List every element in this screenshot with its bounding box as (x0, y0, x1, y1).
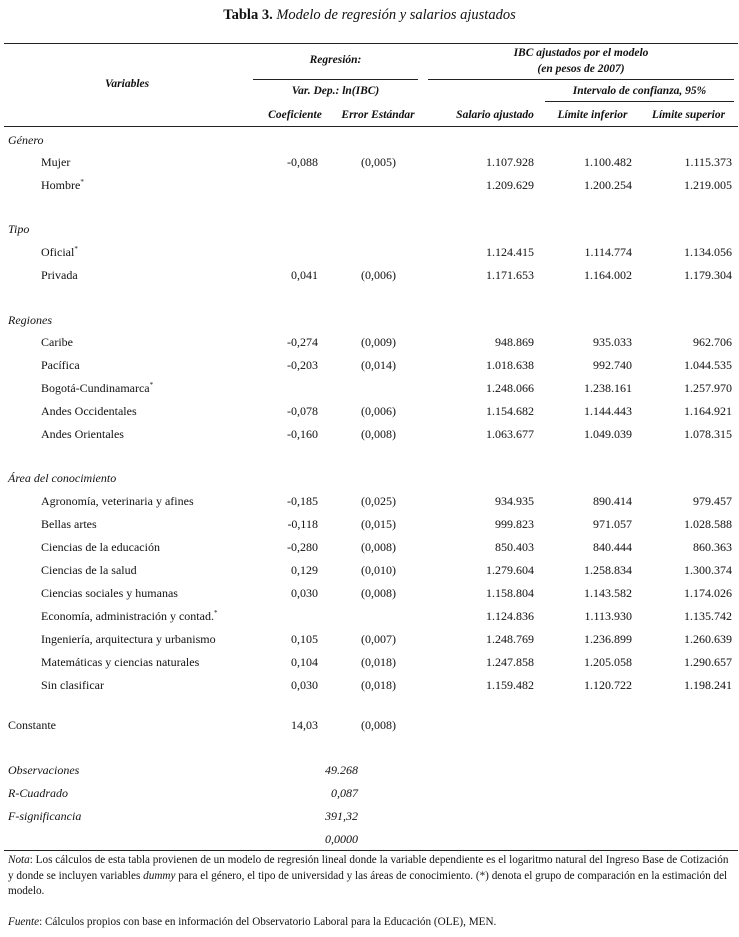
cell-coef: -0,203 (287, 358, 318, 372)
cell-sup: 1.290.657 (684, 655, 732, 669)
cell-sal: 1.279.604 (486, 563, 534, 577)
cell-sal: 1.124.415 (486, 245, 534, 259)
row-label-text: Ciencias sociales y humanas (41, 586, 178, 600)
header-error: Error Estándar (341, 109, 415, 121)
cell-sup: 1.164.921 (684, 404, 732, 418)
cell-sup: 1.044.535 (684, 358, 732, 372)
header-regresion: Regresión: (309, 54, 362, 66)
cell-inf: 935.033 (593, 335, 632, 349)
note (8, 853, 734, 900)
row-label-text: Caribe (41, 335, 73, 349)
stat-value: 0,0000 (325, 832, 358, 846)
note-label: Nota (8, 854, 30, 866)
row-label-text: Hombre (41, 178, 81, 192)
row-label-text: Economía, administración y contad. (41, 609, 214, 623)
row-label-text: Andes Occidentales (41, 404, 137, 418)
cell-coef: 0,030 (291, 586, 318, 600)
row-label-text: Andes Orientales (41, 427, 124, 441)
stat-label: Observaciones (8, 763, 80, 777)
fuente-label: Fuente (8, 916, 40, 928)
comparison-marker: * (213, 609, 218, 617)
row-label (41, 540, 160, 555)
regresion-rule (253, 79, 418, 80)
row-label (41, 245, 78, 260)
fuente (8, 915, 734, 931)
cell-sal: 934.935 (495, 494, 534, 508)
bottom-rule (4, 850, 738, 851)
cell-sup: 1.198.241 (684, 678, 732, 692)
header-ibc-line2: (en pesos de 2007) (537, 63, 625, 75)
cell-sal: 1.158.804 (486, 586, 534, 600)
row-label-text: Bellas artes (41, 517, 97, 531)
constante-label: Constante (8, 718, 56, 732)
cell-se: (0,025) (361, 494, 396, 508)
cell-sal: 1.247.858 (486, 655, 534, 669)
header-variables: Variables (105, 78, 150, 90)
stat-value: 391,32 (325, 809, 358, 823)
cell-sup: 1.174.026 (684, 586, 732, 600)
cell-coef: -0,274 (287, 335, 318, 349)
header-coeficiente: Coeficiente (268, 109, 322, 121)
cell-sal: 948.869 (495, 335, 534, 349)
cell-sup: 1.078.315 (684, 427, 732, 441)
cell-sup: 1.134.056 (684, 245, 732, 259)
cell-inf: 1.238.161 (584, 381, 632, 395)
cell-coef: -0,160 (287, 427, 318, 441)
cell-coef: 0,030 (291, 678, 318, 692)
row-label (41, 517, 97, 532)
row-label-text: Mujer (41, 155, 71, 169)
stat-value: 49.268 (325, 763, 358, 777)
header-ibc-line1: IBC ajustados por el modelo (513, 47, 649, 59)
header-intervalo: Intervalo de confianza, 95% (572, 85, 707, 97)
cell-inf: 971.057 (593, 517, 632, 531)
cell-se: (0,010) (361, 563, 396, 577)
cell-sal: 1.154.682 (486, 404, 534, 418)
cell-sal: 1.159.482 (486, 678, 534, 692)
cell-coef: -0,078 (287, 404, 318, 418)
note-dummy: dummy (143, 869, 176, 882)
ibc-rule (428, 79, 734, 80)
row-label-text: Agronomía, veterinaria y afines (41, 494, 194, 508)
cell-se: (0,009) (361, 335, 396, 349)
row-label (41, 655, 199, 670)
row-label-text: Matemáticas y ciencias naturales (41, 655, 200, 669)
top-rule (4, 43, 738, 44)
cell-coef: -0,280 (287, 540, 318, 554)
cell-sup: 1.300.374 (684, 563, 732, 577)
row-label-text: Ciencias de la educación (41, 540, 160, 554)
row-label-text: Sin clasificar (41, 678, 104, 692)
cell-sal: 850.403 (495, 540, 534, 554)
section-regiones: Regiones (8, 313, 52, 327)
cell-se: (0,008) (361, 540, 396, 554)
header-var-dep: Var. Dep.: ln(IBC) (291, 85, 380, 97)
cell-se: (0,007) (361, 632, 396, 646)
note-text-1: : Los cálculos de esta tabla provienen de un modelo de regresión lineal donde la variable dependiente es el logaritmo natural del Ingreso Base de Cotización y donde se incluyen variables (8, 854, 729, 882)
cell-inf: 1.144.443 (584, 404, 632, 418)
cell-inf: 890.414 (593, 494, 632, 508)
cell-inf: 1.164.002 (584, 268, 632, 282)
cell-coef: -0,185 (287, 494, 318, 508)
intervalo-rule (545, 101, 734, 102)
comparison-marker: * (80, 178, 84, 186)
cell-inf: 840.444 (593, 540, 632, 554)
cell-coef: 0,129 (291, 563, 318, 577)
cell-se: (0,018) (361, 678, 396, 692)
row-label-text: Bogotá-Cundinamarca (41, 381, 150, 395)
cell-inf: 1.236.899 (584, 632, 632, 646)
header-limite-inferior: Límite inferior (557, 109, 628, 121)
cell-sup: 1.179.304 (684, 268, 732, 282)
table-caption: Modelo de regresión y salarios ajustados (276, 7, 516, 23)
row-label-text: Oficial (41, 245, 75, 259)
cell-sup: 1.260.639 (684, 632, 732, 646)
cell-inf: 1.100.482 (584, 155, 632, 169)
cell-inf: 1.143.582 (584, 586, 632, 600)
cell-sup: 962.706 (693, 335, 732, 349)
cell-se: (0,014) (361, 358, 396, 372)
cell-coef: -0,118 (287, 517, 318, 531)
cell-sup: 979.457 (693, 494, 732, 508)
table-title (0, 7, 739, 24)
stat-label: F-significancia (8, 809, 82, 823)
cell-se: (0,008) (361, 586, 396, 600)
cell-sal: 1.248.066 (486, 381, 534, 395)
stat-label: R-Cuadrado (8, 786, 68, 800)
row-label (41, 155, 70, 170)
header-salario: Salario ajustado (456, 109, 534, 121)
cell-sal: 1.107.928 (486, 155, 534, 169)
row-label (41, 381, 153, 396)
cell-coef: 0,105 (291, 632, 318, 646)
table-number: Tabla 3. (223, 7, 273, 23)
cell-sal: 1.248.769 (486, 632, 534, 646)
cell-inf: 1.114.774 (584, 245, 632, 259)
section-genero: Género (8, 133, 44, 147)
cell-inf: 992.740 (593, 358, 632, 372)
row-label (41, 609, 217, 624)
cell-inf: 1.120.722 (584, 678, 632, 692)
row-label (41, 632, 216, 647)
cell-sal: 1.171.653 (486, 268, 534, 282)
cell-sal: 1.124.836 (486, 609, 534, 623)
cell-sup: 1.028.588 (684, 517, 732, 531)
cell-se: (0,005) (361, 155, 396, 169)
row-label (41, 494, 194, 509)
cell-inf: 1.049.039 (584, 427, 632, 441)
row-label-text: Privada (41, 268, 78, 282)
cell-se: (0,006) (361, 404, 396, 418)
cell-se: (0,018) (361, 655, 396, 669)
row-label (41, 586, 178, 601)
cell-sup: 1.257.970 (684, 381, 732, 395)
cell-sup: 1.135.742 (684, 609, 732, 623)
row-label-text: Ciencias de la salud (41, 563, 137, 577)
cell-sal: 1.209.629 (486, 178, 534, 192)
cell-sal: 1.018.638 (486, 358, 534, 372)
row-label (41, 335, 73, 350)
cell-se: (0,006) (361, 268, 396, 282)
row-label (41, 678, 104, 693)
cell-coef: -0,088 (287, 155, 318, 169)
cell-inf: 1.113.930 (584, 609, 632, 623)
fuente-text: : Cálculos propios con base en información del Observatorio Laboral para la Educación (OLE), MEN. (39, 916, 497, 928)
cell-se: (0,008) (361, 427, 396, 441)
section-tipo: Tipo (8, 222, 30, 236)
row-label (41, 404, 137, 419)
comparison-marker: * (74, 245, 78, 253)
section-area: Área del conocimiento (8, 471, 117, 485)
note-text-2: para el género, el tipo de universidad y las áreas de conocimiento. (*) denota el grupo de comparación en la estimación del modelo. (8, 869, 728, 897)
constante-coef: 14,03 (291, 718, 318, 732)
row-label (41, 358, 80, 373)
row-label (41, 268, 78, 283)
row-label (41, 178, 84, 193)
constante-se: (0,008) (361, 718, 396, 732)
comparison-marker: * (149, 381, 154, 389)
cell-coef: 0,041 (291, 268, 318, 282)
cell-sup: 1.115.373 (684, 155, 732, 169)
cell-inf: 1.258.834 (584, 563, 632, 577)
cell-se: (0,015) (361, 517, 396, 531)
header-limite-superior: Límite superior (651, 109, 726, 121)
cell-coef: 0,104 (291, 655, 318, 669)
cell-inf: 1.205.058 (584, 655, 632, 669)
cell-sup: 1.219.005 (684, 178, 732, 192)
row-label (41, 563, 137, 578)
cell-sup: 860.363 (693, 540, 732, 554)
stat-value: 0,087 (331, 786, 358, 800)
cell-sal: 999.823 (495, 517, 534, 531)
row-label-text: Ingeniería, arquitectura y urbanismo (41, 632, 216, 646)
row-label (41, 427, 124, 442)
cell-sal: 1.063.677 (486, 427, 534, 441)
cell-inf: 1.200.254 (584, 178, 632, 192)
row-label-text: Pacífica (41, 358, 80, 372)
header-bottom-rule (4, 126, 738, 127)
